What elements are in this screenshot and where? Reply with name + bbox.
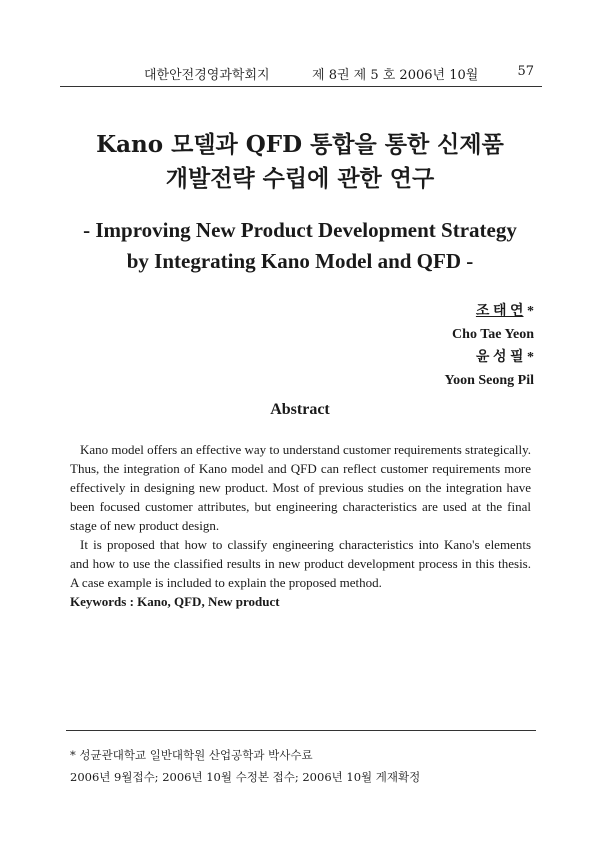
korean-title-line-2: 개발전략 수립에 관한 연구 [165, 165, 435, 192]
author-2-mark: * [527, 350, 534, 365]
footnote-affiliation: * 성균관대학교 일반대학원 산업공학과 박사수료 [70, 748, 313, 762]
abstract-paragraph-2: It is proposed that how to classify engineering characteristics into Kano's elements and how to use the classified results in new product development process in this thesis. A case example is included to explain the proposed method. [70, 537, 531, 590]
author-2-korean-name: 윤 성 필 [475, 350, 524, 365]
english-title-line-2: by Integrating Kano Model and QFD - [126, 249, 474, 273]
issue-info: 제 8권 제 5 호 2006년 10월 [312, 68, 479, 83]
author-2-english: Yoon Seong Pil [444, 373, 534, 388]
footnote [70, 744, 540, 788]
author-block [445, 300, 534, 392]
footnote-dates: 2006년 9월접수; 2006년 10월 수정본 접수; 2006년 10월 게재확정 [70, 770, 421, 784]
journal-name: 대한안전경영과학회지 [144, 68, 270, 83]
abstract-heading: Abstract [270, 401, 330, 418]
english-title-line-1: - Improving New Product Development Strategy [83, 218, 517, 242]
author-2-korean [445, 346, 534, 369]
author-1-korean-name: 조 태 연 [475, 304, 524, 319]
page-number: 57 [517, 64, 534, 79]
korean-title-line-1: Kano 모델과 QFD 통합을 통한 신제품 [96, 131, 504, 158]
abstract-body [70, 440, 531, 611]
keywords: Keywords : Kano, QFD, New product [70, 594, 280, 609]
running-header [60, 64, 542, 84]
author-1-english: Cho Tae Yeon [452, 327, 534, 342]
author-1-mark: * [527, 304, 534, 319]
header-rule [60, 86, 542, 87]
author-1-korean [445, 300, 534, 323]
abstract-paragraph-1: Kano model offers an effective way to understand customer requirements strategically. Thus, the integration of Kano model and QFD can reflect customer requirements more effectively in designing new product. Most of previous studies on the integration have been focused customer attributes, but engineering characteristics are used at the final stage of new product design. [70, 442, 531, 533]
footnote-rule [66, 730, 536, 731]
